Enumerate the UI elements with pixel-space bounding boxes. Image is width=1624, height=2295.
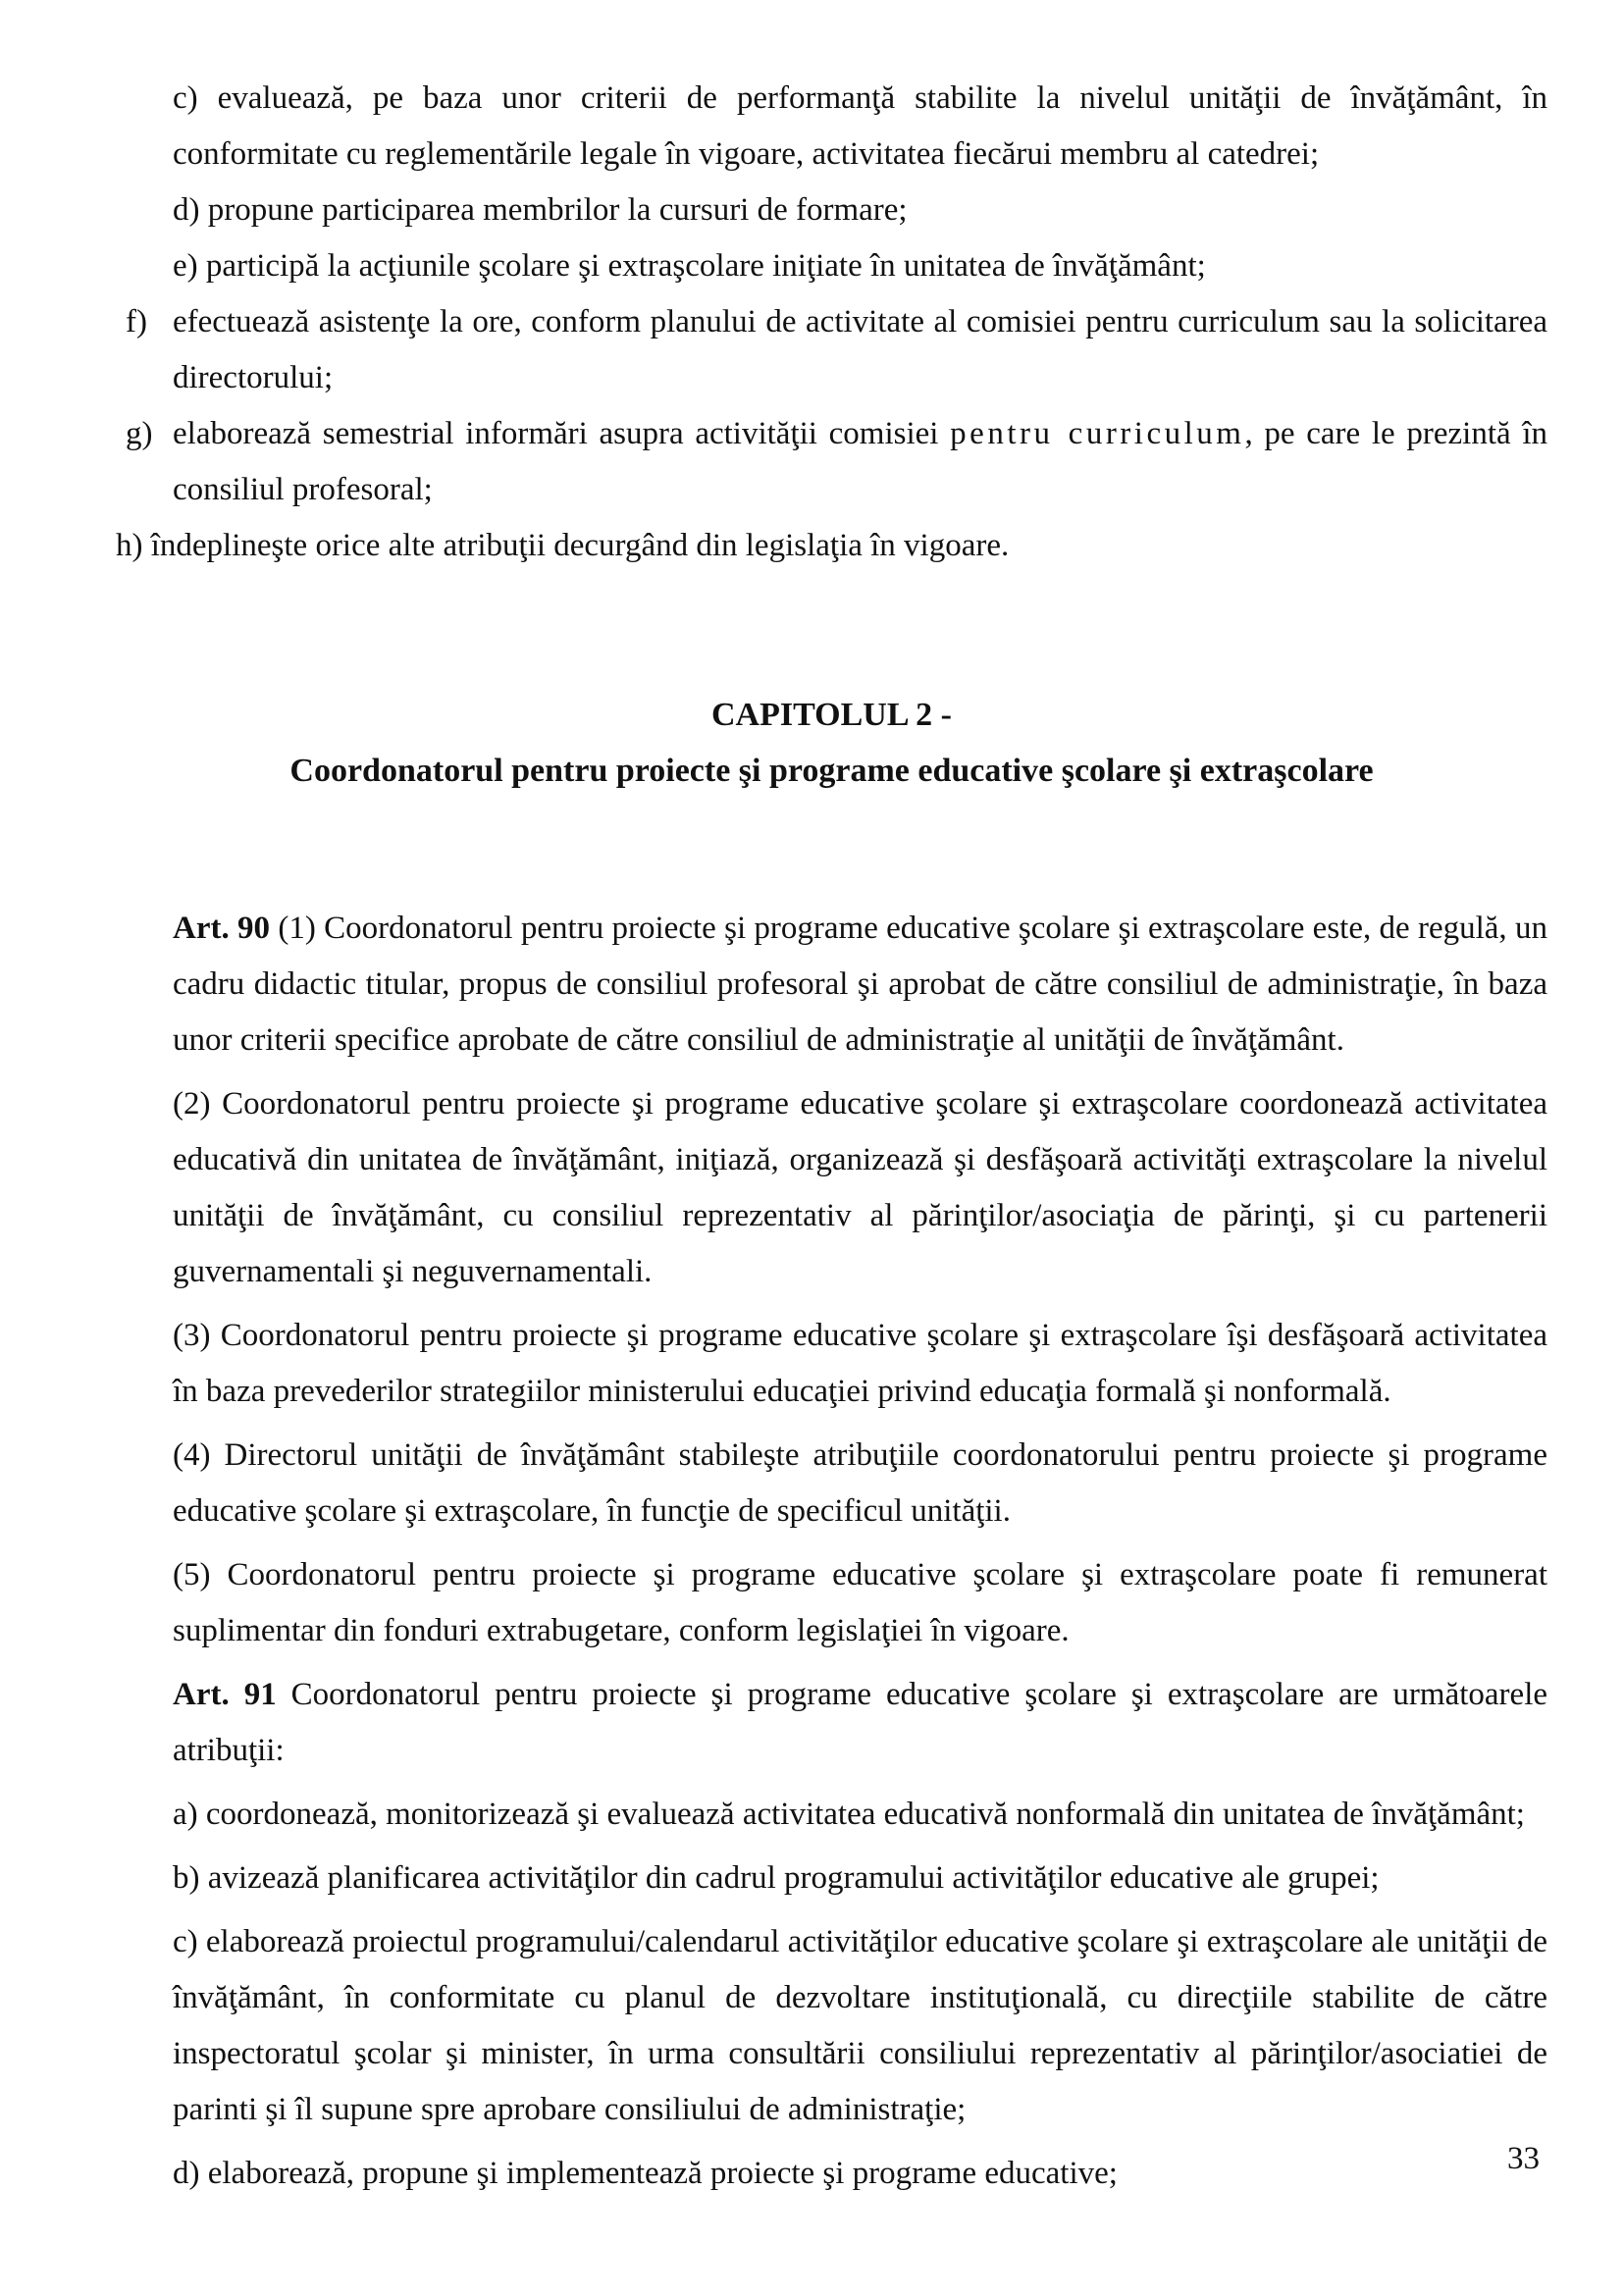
list-item-e: e) participă la acţiunile şcolare şi extraşcolare iniţiate în unitatea de învăţământ; — [173, 248, 1206, 284]
list-item-h: h) îndeplineşte orice alte atribuţii decurgând din legislaţia în vigoare. — [116, 528, 1010, 563]
art91-label: Art. 91 — [173, 1677, 277, 1712]
art91-item-c: c) elaborează proiectul programului/calendarul activităţilor educative şcolare şi extraşcolare ale unităţii de învăţământ, în conformitate cu planul de dezvoltare instituţională, cu direcţiile stabilite de către inspectoratul şcolar şi minister, în urma consultării consiliului reprezentativ al părinţilor/asociatiei de parinti şi îl supune spre aprobare consiliului de administraţie; — [173, 1924, 1547, 2127]
art90-paragraph-5: (5) Coordonatorul pentru proiecte şi programe educative şcolare şi extraşcolare poate fi remunerat suplimentar din fonduri extrabugetare, conform legislaţiei în vigoare. — [173, 1557, 1547, 1648]
art91-item-b: b) avizează planificarea activităţilor din cadrul programului activităţilor educative ale grupei; — [173, 1860, 1380, 1896]
list-item-f-marker: f) — [126, 304, 147, 339]
list-item-f — [126, 294, 1547, 406]
art90-paragraph-1 — [173, 901, 1547, 1069]
list-item-g-text-spaced: pentru curriculum — [950, 416, 1245, 451]
chapter-title: CAPITOLUL 2 - — [711, 697, 952, 733]
list-item-f-text: efectuează asistenţe la ore, conform planului de activitate al comisiei pentru curriculum sau la solicitarea directorului; — [173, 304, 1547, 395]
list-item-d: d) propune participarea membrilor la cursuri de formare; — [173, 192, 908, 228]
art91-item-a: a) coordonează, monitorizează şi evaluează activitatea educativă nonformală din unitatea de învăţământ; — [173, 1797, 1525, 1832]
list-item-c: c) evaluează, pe baza unor criterii de performanţă stabilite la nivelul unităţii de învăţământ, în conformitate cu reglementările legale în vigoare, activitatea fiecărui membru al catedrei; — [173, 80, 1547, 172]
art91-intro — [173, 1667, 1547, 1779]
chapter-subtitle: Coordonatorul pentru proiecte şi programe educative şcolare şi extraşcolare — [289, 753, 1374, 789]
art91-item-d: d) elaborează, propune şi implementează proiecte şi programe educative; — [173, 2156, 1118, 2191]
art90-paragraph-3: (3) Coordonatorul pentru proiecte şi programe educative şcolare şi extraşcolare îşi desfăşoară activitatea în baza prevederilor strategiilor ministerului educaţiei privind educaţia formală şi nonformală. — [173, 1318, 1547, 1409]
list-item-g-marker: g) — [126, 416, 153, 451]
article-section — [116, 901, 1547, 2202]
list-item-g-text-after: , pe care le prezintă în consiliul profesoral; — [173, 416, 1547, 507]
list-item-g — [126, 406, 1547, 518]
list-item-g-text-before: elaborează semestrial informări asupra activităţii comisiei — [173, 416, 951, 451]
art91-intro-text: Coordonatorul pentru proiecte şi programe educative şcolare şi extraşcolare are următoarele atribuţii: — [173, 1677, 1548, 1768]
list-items-c-h — [116, 71, 1547, 574]
art90-paragraph-1-text: (1) Coordonatorul pentru proiecte şi programe educative şcolare şi extraşcolare este, de regulă, un cadru didactic titular, propus de consiliul profesoral şi aprobat de către consiliul de administraţie, în baza unor criterii specifice aprobate de către consiliul de administraţie al unităţii de învăţământ. — [173, 911, 1547, 1058]
page-number: 33 — [1507, 2141, 1540, 2176]
art90-label: Art. 90 — [173, 911, 271, 946]
art90-paragraph-2: (2) Coordonatorul pentru proiecte şi programe educative şcolare şi extraşcolare coordonează activitatea educativă din unitatea de învăţământ, iniţiază, organizează şi desfăşoară activităţi extraşcolare la nivelul unităţii de învăţământ, cu consiliul reprezentativ al părinţilor/asociaţia de părinţi, şi cu partenerii guvernamentali şi neguvernamentali. — [173, 1086, 1547, 1289]
art90-paragraph-4: (4) Directorul unităţii de învăţământ stabileşte atribuţiile coordonatorului pentru proiecte şi programe educative şcolare şi extraşcolare, în funcţie de specificul unităţii. — [173, 1437, 1547, 1529]
